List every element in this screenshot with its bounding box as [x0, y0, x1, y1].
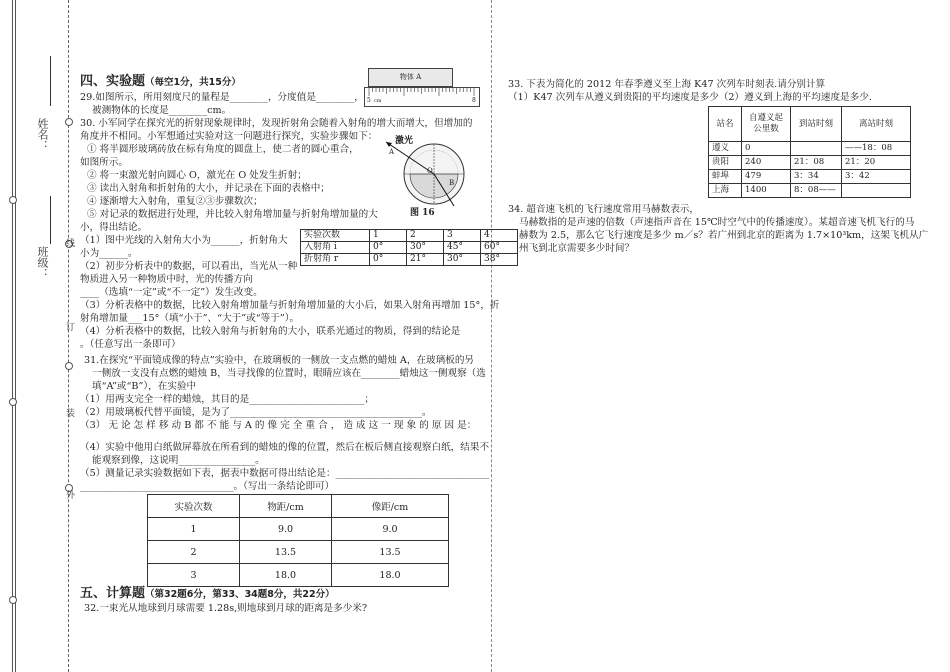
q31-line3: 填“A”或“B”），在实验中	[92, 381, 197, 392]
table-row	[148, 518, 449, 541]
table-row	[709, 170, 911, 184]
table-cell: 3：42	[842, 170, 911, 184]
table-cell: 13.5	[240, 541, 332, 564]
section4-score: （每空1分，共15分）	[145, 77, 241, 88]
table-row	[709, 156, 911, 170]
table-cell	[791, 142, 842, 156]
q30-step3: ③ 读出入射角和折射角的大小，并记录在下面的表格中；	[87, 183, 330, 194]
q33-timetable	[708, 106, 911, 198]
ruler-ticks	[365, 88, 479, 106]
table-row	[301, 242, 518, 254]
q30-step2: ② 将一束激光射向圆心 O，激光在 O 处发生折射；	[87, 170, 307, 181]
ruler-object: 物体 A	[368, 68, 453, 87]
table-cell: 实验次数	[301, 230, 370, 242]
q30-step1b: 如图所示。	[80, 157, 128, 168]
table-cell: 18.0	[240, 564, 332, 587]
table-row	[301, 230, 518, 242]
table-cell: 站名	[709, 107, 742, 142]
table-cell: 9.0	[240, 518, 332, 541]
table-cell: 物距/cm	[240, 495, 332, 518]
table-row	[301, 254, 518, 266]
q31-p1: （1）用两支完全一样的蜡烛，其目的是________________________；	[80, 394, 374, 405]
table-cell: 贵阳	[709, 156, 742, 170]
figure-point-o: O	[427, 167, 433, 175]
binding-hole	[65, 362, 73, 370]
table-cell: 折射角 r	[301, 254, 370, 266]
table-cell: 30°	[444, 254, 481, 266]
class-underline	[50, 196, 51, 244]
table-cell: 4	[481, 230, 518, 242]
table-row	[148, 541, 449, 564]
q31-data-table	[147, 494, 449, 587]
figure-caption: 图 16	[410, 208, 435, 218]
table-cell: 21：20	[842, 156, 911, 170]
table-row	[148, 495, 449, 518]
q30-data-table	[300, 229, 518, 266]
table-cell: 13.5	[332, 541, 449, 564]
table-cell: 21°	[407, 254, 444, 266]
table-cell: 遵义	[709, 142, 742, 156]
table-cell: 9.0	[332, 518, 449, 541]
binding-mark-bind: 订	[64, 322, 74, 331]
table-cell: 0	[742, 142, 791, 156]
q30-line2: 角度并不相同。小军想通过实验对这一问题进行探究，实验步骤如下：	[80, 131, 378, 142]
table-cell: 2	[148, 541, 240, 564]
q30-step5a: ⑤ 对记录的数据进行处理，并比较入射角增加量与折射角增加量的大	[87, 209, 378, 220]
table-cell: 21：08	[791, 156, 842, 170]
q30-step4: ④ 逐渐增大入射角，重复②③步骤数次；	[87, 196, 263, 207]
q34-line2: 马赫数指的是声速的倍数（声速指声音在 15℃时空气中的传播速度）。某超音速飞机飞行的马	[519, 217, 915, 228]
q31-p5b: ________________________________。（写出一条结论即可）	[80, 481, 335, 492]
table-cell: 入射角 i	[301, 242, 370, 254]
section5-title: 五、计算题	[80, 586, 146, 601]
q30-p4b: 。（任意写出一条即可）	[80, 339, 181, 350]
binding-hole	[9, 398, 17, 406]
binding-hole	[9, 596, 17, 604]
q30-p4a: （4）分析表格中的数据，比较入射角与折射角的大小，联系光通过的物质，得到的结论是	[80, 326, 461, 337]
table-cell: 18.0	[332, 564, 449, 587]
table-cell: 240	[742, 156, 791, 170]
table-cell: 60°	[481, 242, 518, 254]
q31-line1: 31.在探究“平面镜成像的特点”实验中，在玻璃板的一侧放一支点燃的蜡烛 A，在玻璃板的另	[84, 355, 475, 366]
q30-p3a: （3）分析表格中的数据，比较入射角增加量与折射角增加量的大小后，如果入射角再增加 15°，折	[80, 300, 500, 311]
q31-p4b: 能观察到像，这说明________________。	[92, 455, 265, 466]
binding-border	[12, 0, 16, 672]
table-cell: 离站时刻	[842, 107, 911, 142]
q32-line1: 32.一束光从地球到月球需要 1.28s,则地球到月球的距离是多少米?	[84, 603, 368, 614]
table-cell: 到站时刻	[791, 107, 842, 142]
table-cell: 1	[370, 230, 407, 242]
q30-step1a: ① 将半圆形玻璃砖放在标有角度的圆盘上，使二者的圆心重合，	[87, 144, 359, 155]
binding-hole	[65, 118, 73, 126]
table-row	[709, 142, 911, 156]
class-label: 班级：	[36, 246, 49, 279]
binding-mark-outer: 外	[64, 490, 74, 499]
table-cell: 2	[407, 230, 444, 242]
table-cell: 上海	[709, 184, 742, 198]
table-cell: 1400	[742, 184, 791, 198]
table-cell: 3	[148, 564, 240, 587]
q30-p2c: ____（选填“一定”或“不一定”）发生改变。	[80, 287, 263, 298]
q31-p2: （2）用玻璃板代替平面镜，是为了________________________________________。	[80, 407, 432, 418]
table-cell: 蚌埠	[709, 170, 742, 184]
name-underline	[50, 56, 51, 106]
binding-dashed-line	[68, 0, 69, 672]
q29-line1: 29.如图所示，所用刻度尺的量程是________，分度值是________，	[80, 92, 364, 103]
table-cell: 45°	[444, 242, 481, 254]
column-divider	[491, 0, 492, 672]
name-label: 姓名：	[36, 118, 49, 151]
ruler-label-left: 5	[367, 97, 371, 104]
binding-mark-install: 装	[64, 408, 74, 417]
table-cell: 30°	[407, 242, 444, 254]
ruler-unit: cm	[374, 98, 382, 104]
table-cell: 实验次数	[148, 495, 240, 518]
table-cell: 0°	[370, 254, 407, 266]
ruler-label-right: 8	[472, 97, 476, 104]
q33-line2: （1）K47 次列车从遵义到贵阳的平均速度是多少（2）遵义到上海的平均速度是多少.	[508, 92, 872, 103]
table-cell: 像距/cm	[332, 495, 449, 518]
section4-heading	[80, 70, 241, 89]
figure-point-a: A	[389, 148, 395, 156]
table-cell	[842, 184, 911, 198]
table-cell: 0°	[370, 242, 407, 254]
q31-line2: 一侧放一支没有点燃的蜡烛 B，当寻找像的位置时，眼睛应该在________蜡烛这一侧观察（选	[92, 368, 486, 379]
figure-laser-label: 激光	[395, 136, 414, 146]
table-row	[709, 184, 911, 198]
section5-score: （第32题6分，第33、34题8分，共22分）	[145, 589, 335, 600]
q34-line3: 赫数为 2.5，那么它飞行速度是多少 m／s？若广州到北京的距离为 1.7×10³km，这架飞机从广	[519, 230, 929, 241]
q30-p1b: 小为______。	[80, 248, 138, 259]
table-cell: ——18：08	[842, 142, 911, 156]
figure-point-b: B	[449, 179, 455, 187]
q30-p2a: （2）初步分析表中的数据，可以看出，当光从一种	[80, 261, 298, 272]
binding-mark-line: 线	[64, 238, 74, 247]
q31-p4a: （4）实验中他用白纸做屏幕放在所看到的蜡烛的像的位置，然后在板后侧直接观察白纸，结果不	[80, 442, 490, 453]
table-cell: 自遵义起公里数	[742, 107, 791, 142]
q33-line1: 33. 下表为简化的 2012 年春季遵义至上海 K47 次列车时刻表.请分别计算	[508, 79, 826, 90]
binding-hole	[9, 196, 17, 204]
q30-step5b: 小，得出结论。	[80, 222, 148, 233]
section4-title: 四、实验题	[80, 74, 146, 89]
q34-line1: 34. 超音速飞机的飞行速度常用马赫数表示，	[508, 204, 699, 215]
q30-p3b: 射角增加量___15°（填“小于”、“大于”或“等于”）。	[80, 313, 300, 324]
q29-line2: 被测物体的长度是________cm。	[92, 105, 232, 116]
q31-p5a: （5）测量记录实验数据如下表，据表中数据可得出结论是：________________________________	[80, 468, 490, 479]
table-cell: 8：08——	[791, 184, 842, 198]
q30-p2b: 物质进入另一种物质中时，光的传播方向	[80, 274, 253, 285]
table-cell: 3	[444, 230, 481, 242]
q30-line1: 30. 小军同学在探究光的折射现象规律时，发现折射角会随着入射角的增大而增大，但增加的	[80, 118, 473, 129]
q31-p3: （3） 无 论 怎 样 移 动 B 都 不 能 与 A 的 像 完 全 重 合 ， 造 成 这 一 现 象 的 原 因 是：	[80, 420, 477, 431]
table-cell: 479	[742, 170, 791, 184]
table-cell: 3：34	[791, 170, 842, 184]
table-cell: 1	[148, 518, 240, 541]
table-cell: 38°	[481, 254, 518, 266]
section5-heading	[80, 582, 335, 601]
ruler-figure	[364, 87, 480, 107]
table-row	[709, 107, 911, 142]
q30-p1a: （1）图中光线的入射角大小为______，折射角大	[80, 235, 288, 246]
q34-line4: 州飞到北京需要多少时间？	[519, 243, 635, 254]
